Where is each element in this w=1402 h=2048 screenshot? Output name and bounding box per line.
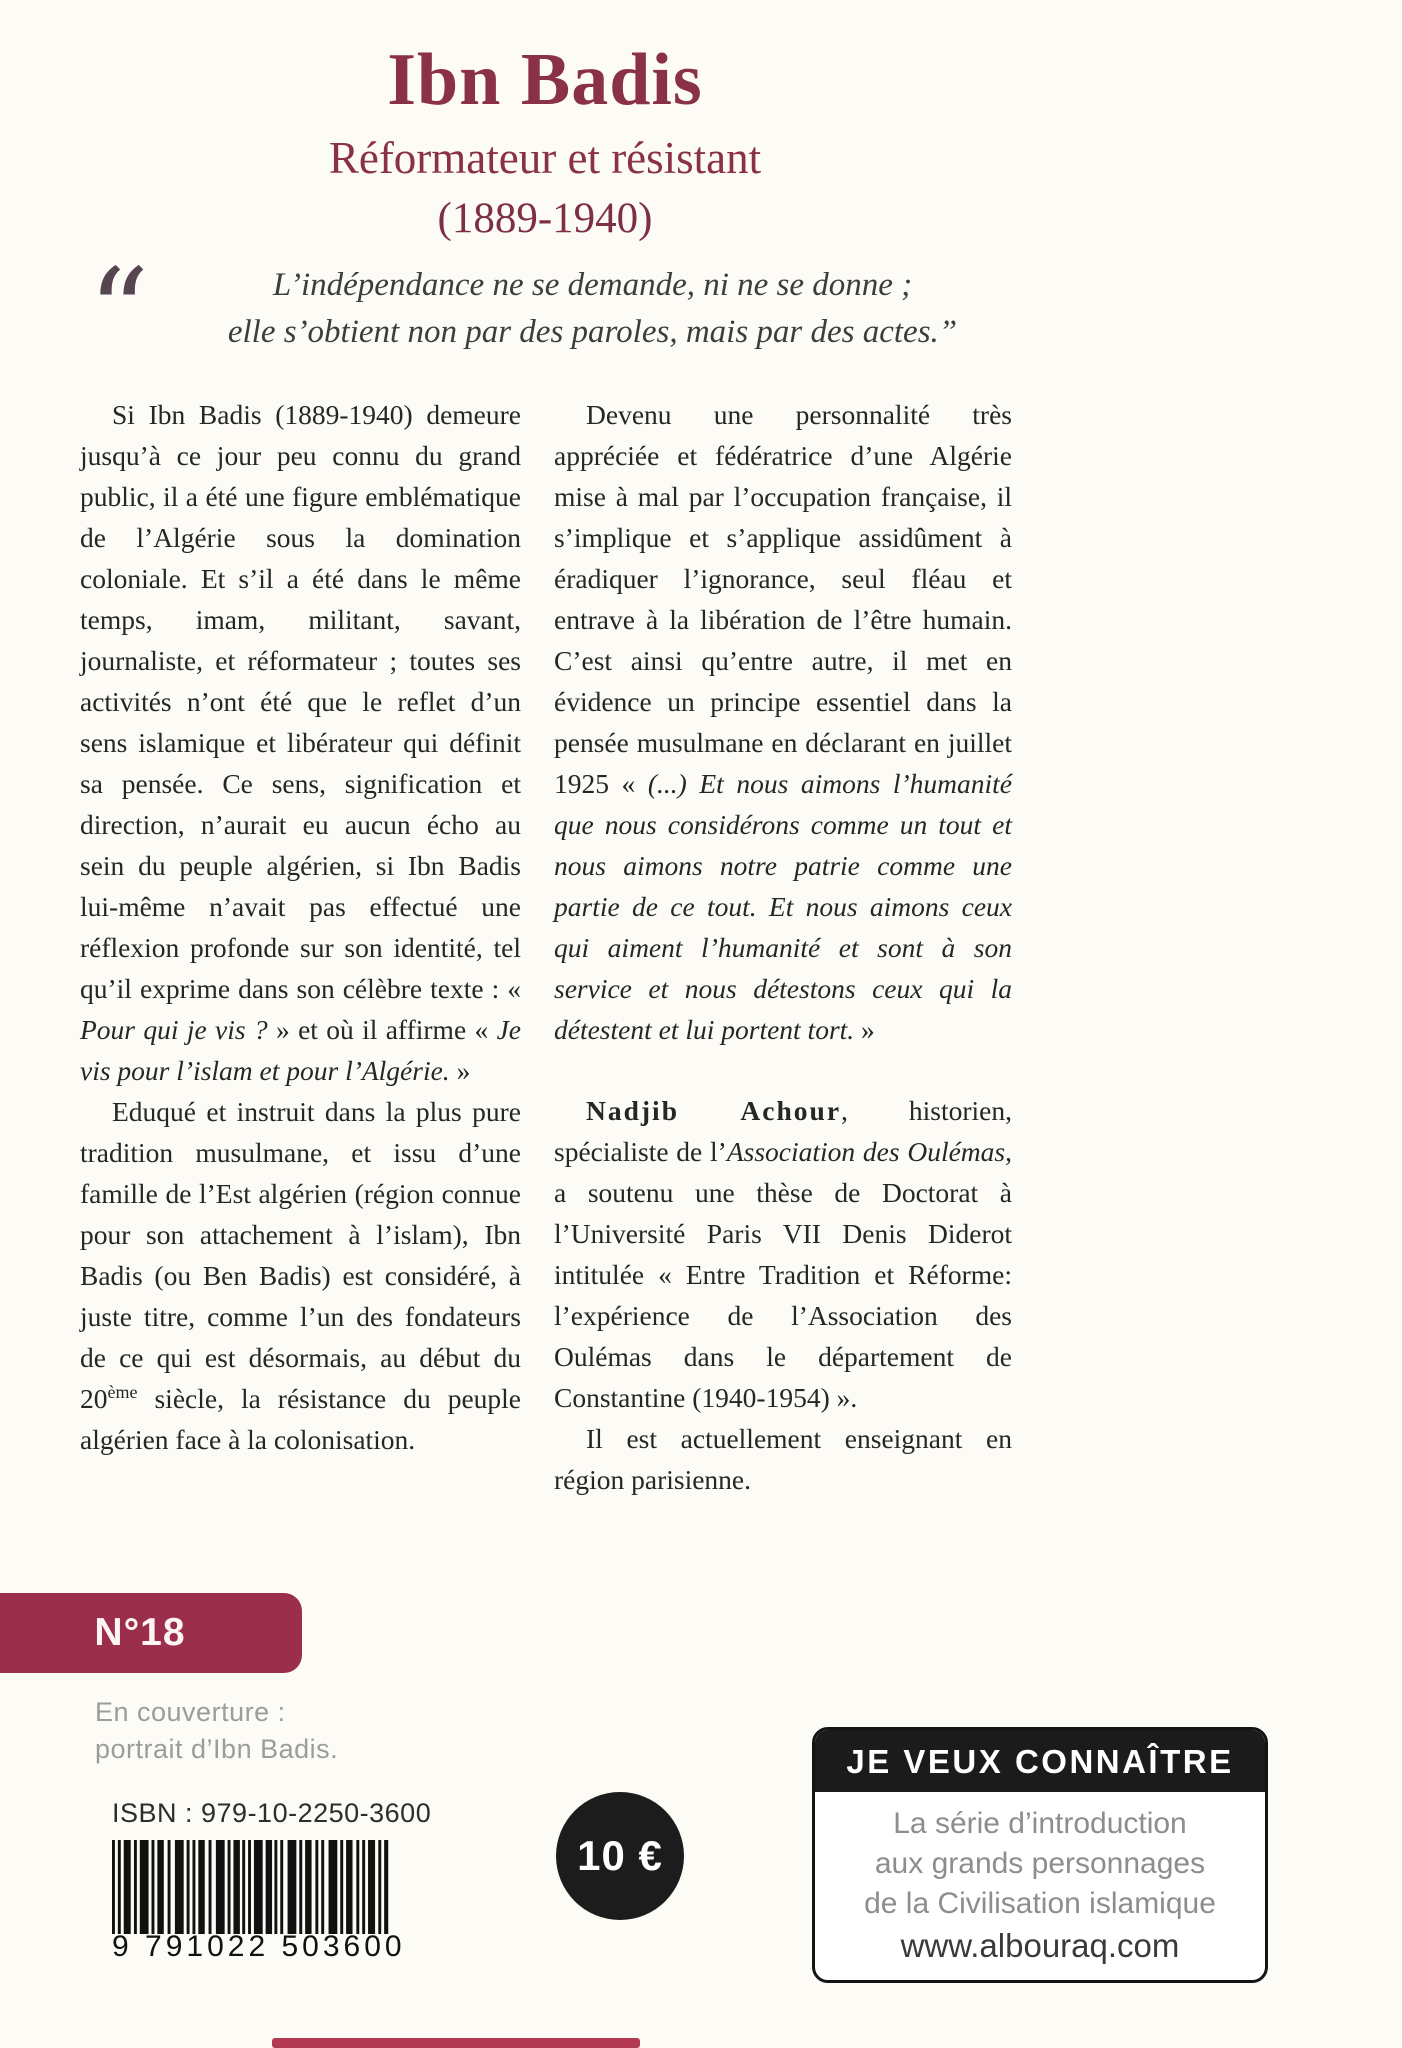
life-years: (1889-1940) — [437, 195, 653, 243]
cover-note-line-2: portrait d’Ibn Badis. — [95, 1734, 339, 1764]
cover-note-line-1: En couverture : — [95, 1697, 286, 1727]
promo-line-2: aux grands personnages — [874, 1847, 1206, 1880]
bottom-red-strip — [272, 2038, 640, 2048]
quote-line-2: elle s’obtient non par des paroles, mais par des actes.” — [227, 314, 958, 351]
paragraph: Il est actuellement enseignant en région parisienne. — [554, 1423, 1012, 1496]
quote-line-1: L’indépendance ne se demande, ni ne se donne ; — [272, 267, 913, 304]
author-bio-paragraph: Nadjib Achour, historien, spécialiste de l’Association des Oulémas, a soutenu une thèse de Doctorat à l’Université Paris VII Denis Diderot intitulée « Entre Tradition et Réforme: l’expérience de l’Association des Oulémas dans le département de Constantine (1940-1954) ». — [554, 1095, 1012, 1414]
price-badge — [556, 1792, 684, 1920]
page-header — [80, 0, 1010, 242]
promo-box — [812, 1727, 1268, 1983]
paragraph: Si Ibn Badis (1889-1940) demeure jusqu’à ce jour peu connu du grand public, il a été une figure emblématique de l’Algérie sous la domination coloniale. Et s’il a été dans le même temps, imam, militant, savant, journaliste, et réformateur ; toutes ses activités n’ont été que le reflet d’un sens islamique et libérateur qui définit sa pensée. Ce sens, signification et direction, n’aurait eu aucun écho au sein du peuple algérien, si Ibn Badis lui-même n’avait pas effectué une réflexion profonde sur son identité, tel qu’il exprime dans son célèbre texte : « Pour qui je vis ? » et où il affirme « Je vis pour l’islam et pour l’Algérie. » — [80, 399, 522, 1087]
column-right — [554, 394, 1012, 1500]
promo-line-3: de la Civilisation islamique — [864, 1887, 1216, 1920]
paragraph: Devenu une personnalité très appréciée et fédératrice d’une Algérie mise à mal par l’occupation française, il s’implique et s’applique assidûment à éradiquer l’ignorance, seul fléau et entrave à la libération de l’être humain. C’est ainsi qu’entre autre, il met en évidence un principe essentiel dans la pensée musulmane en déclarant en juillet 1925 « (...) Et nous aimons l’humanité que nous considérons comme un tout et nous aimons notre patrie comme une partie de ce tout. Et nous aimons ceux qui aiment l’humanité et sont à son service et nous détestons ceux qui la détestent et lui portent tort. » — [554, 399, 1012, 1046]
promo-header: JE VEUX CONNAÎTRE — [815, 1730, 1265, 1792]
issue-number-badge — [0, 1593, 302, 1673]
cover-note — [95, 1694, 338, 1768]
body-columns — [80, 394, 1012, 1500]
quote-block — [80, 244, 1010, 384]
barcode-icon — [112, 1840, 390, 1934]
page-title: Ibn Badis — [387, 39, 703, 121]
promo-url: www.albouraq.com — [900, 1927, 1180, 1964]
promo-body — [815, 1792, 1265, 1980]
isbn-label: ISBN : 979-10-2250-3600 — [112, 1798, 432, 1828]
quote-text — [175, 262, 1010, 356]
issue-number-label: N°18 — [94, 1611, 186, 1654]
promo-line-1: La série d’introduction — [893, 1807, 1187, 1840]
paragraph: Eduqué et instruit dans la plus pure tradition musulmane, et issu d’une famille de l’Est algérien (région connue pour son attachement à l’islam), Ibn Badis (ou Ben Badis) est considéré, à juste titre, comme l’un des fondateurs de ce qui est désormais, au début du 20ème siècle, la résistance du peuple algérien face à la colonisation. — [80, 1096, 521, 1456]
barcode — [112, 1840, 406, 1964]
open-quote-icon: “ — [88, 244, 150, 384]
price-label: 10 € — [577, 1832, 663, 1879]
column-left — [80, 394, 521, 1500]
barcode-digits: 9 791022 503600 — [112, 1930, 406, 1963]
page-subtitle: Réformateur et résistant — [328, 132, 762, 183]
